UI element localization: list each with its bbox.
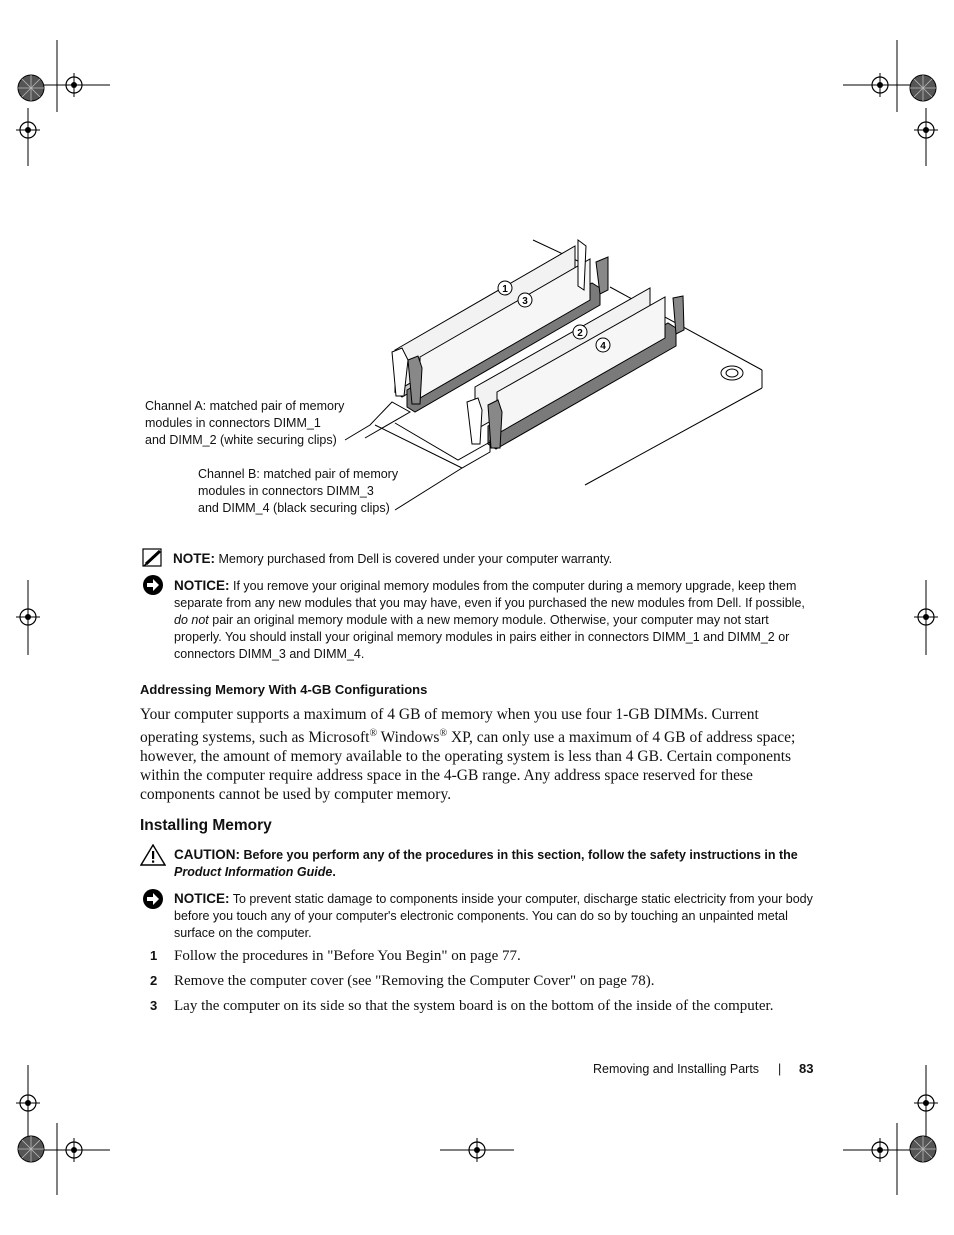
channel-b-caption-line: Channel B: matched pair of memory — [198, 467, 399, 481]
list-item — [150, 948, 830, 973]
page-number: 83 — [799, 1061, 814, 1076]
paragraph-text: Windows — [377, 729, 440, 747]
subheading: Addressing Memory With 4-GB Configurations — [140, 682, 428, 697]
channel-a-caption-line: and DIMM_2 (white securing clips) — [145, 433, 337, 447]
note-block — [173, 550, 823, 568]
note-text: Memory purchased from Dell is covered under your computer warranty. — [215, 552, 613, 566]
channel-a-caption-line: Channel A: matched pair of memory — [145, 399, 345, 413]
steps-list — [150, 948, 830, 1023]
step-text: Lay the computer on its side so that the system board is on the bottom of the inside of the computer. — [174, 998, 774, 1014]
step-number: 1 — [150, 948, 158, 963]
notice-label: NOTICE: — [174, 578, 230, 593]
channel-a-caption-line: modules in connectors DIMM_1 — [145, 416, 321, 430]
callout-2: 2 — [577, 328, 583, 339]
callout-1: 1 — [502, 284, 508, 295]
body-paragraph — [140, 705, 820, 804]
section-heading: Installing Memory — [140, 817, 272, 834]
note-label: NOTE: — [173, 551, 215, 566]
step-number: 3 — [150, 998, 158, 1013]
footer-separator: | — [778, 1062, 782, 1076]
notice-text: To prevent static damage to components inside your computer, discharge static electricity from your body before you touch any of your computer's electronic components. You can do so by touching an unpainted metal surface on the computer. — [174, 892, 813, 940]
notice-arrow-icon — [142, 574, 164, 596]
caution-emphasis: Product Information Guide — [174, 865, 333, 879]
caution-text: Before you perform any of the procedures in this section, follow the safety instructions in the — [240, 848, 798, 862]
callout-4: 4 — [600, 341, 606, 352]
memory-modules-illustration — [0, 0, 954, 540]
list-item — [150, 973, 830, 998]
paragraph-text: Your computer supports a maximum of 4 GB of memory when you use four 1-GB DIMMs. Current operating systems, such as Microsoft — [140, 706, 759, 747]
footer-section-title: Removing and Installing Parts — [593, 1062, 760, 1076]
step-text: Remove the computer cover (see "Removing the Computer Cover" on page 78). — [174, 973, 655, 989]
caution-label: CAUTION: — [174, 847, 240, 862]
registered-mark: ® — [439, 728, 448, 739]
channel-b-caption-line: and DIMM_4 (black securing clips) — [198, 501, 390, 515]
paragraph-text: XP, can only use a maximum of 4 GB of address space; however, the amount of memory available to the operating system is less than 4 GB. Certain components within the computer require address space in the 4-GB range. Any address space reserved for these components cannot be used by computer memory. — [140, 729, 796, 804]
step-number: 2 — [150, 973, 158, 988]
step-text: Follow the procedures in "Before You Begin" on page 77. — [174, 948, 521, 964]
caution-triangle-icon — [140, 844, 166, 866]
notice-text-b: pair an original memory module with a new memory module. Otherwise, your computer may not start properly. You should install your original memory modules in pairs either in connectors DIMM_1 and DIMM_2 or connectors DIMM_3 and DIMM_4. — [174, 613, 790, 661]
registered-mark: ® — [369, 728, 378, 739]
notice-text-a: If you remove your original memory modules from the computer during a memory upgrade, keep them separate from any new modules that you may have, even if you purchased the new modules from Dell. If possible, — [174, 579, 805, 610]
caution-end: . — [332, 865, 336, 879]
notice-block-2 — [174, 890, 814, 942]
notice-label: NOTICE: — [174, 891, 230, 906]
caution-block — [174, 846, 819, 881]
notice-block-1 — [174, 577, 819, 663]
channel-b-caption — [198, 466, 408, 517]
notice-arrow-icon — [142, 888, 164, 910]
list-item — [150, 998, 830, 1023]
notice-emphasis: do not — [174, 613, 209, 627]
channel-b-caption-line: modules in connectors DIMM_3 — [198, 484, 374, 498]
note-pencil-icon — [142, 548, 164, 568]
callout-3: 3 — [522, 296, 528, 307]
channel-a-caption — [145, 398, 355, 449]
